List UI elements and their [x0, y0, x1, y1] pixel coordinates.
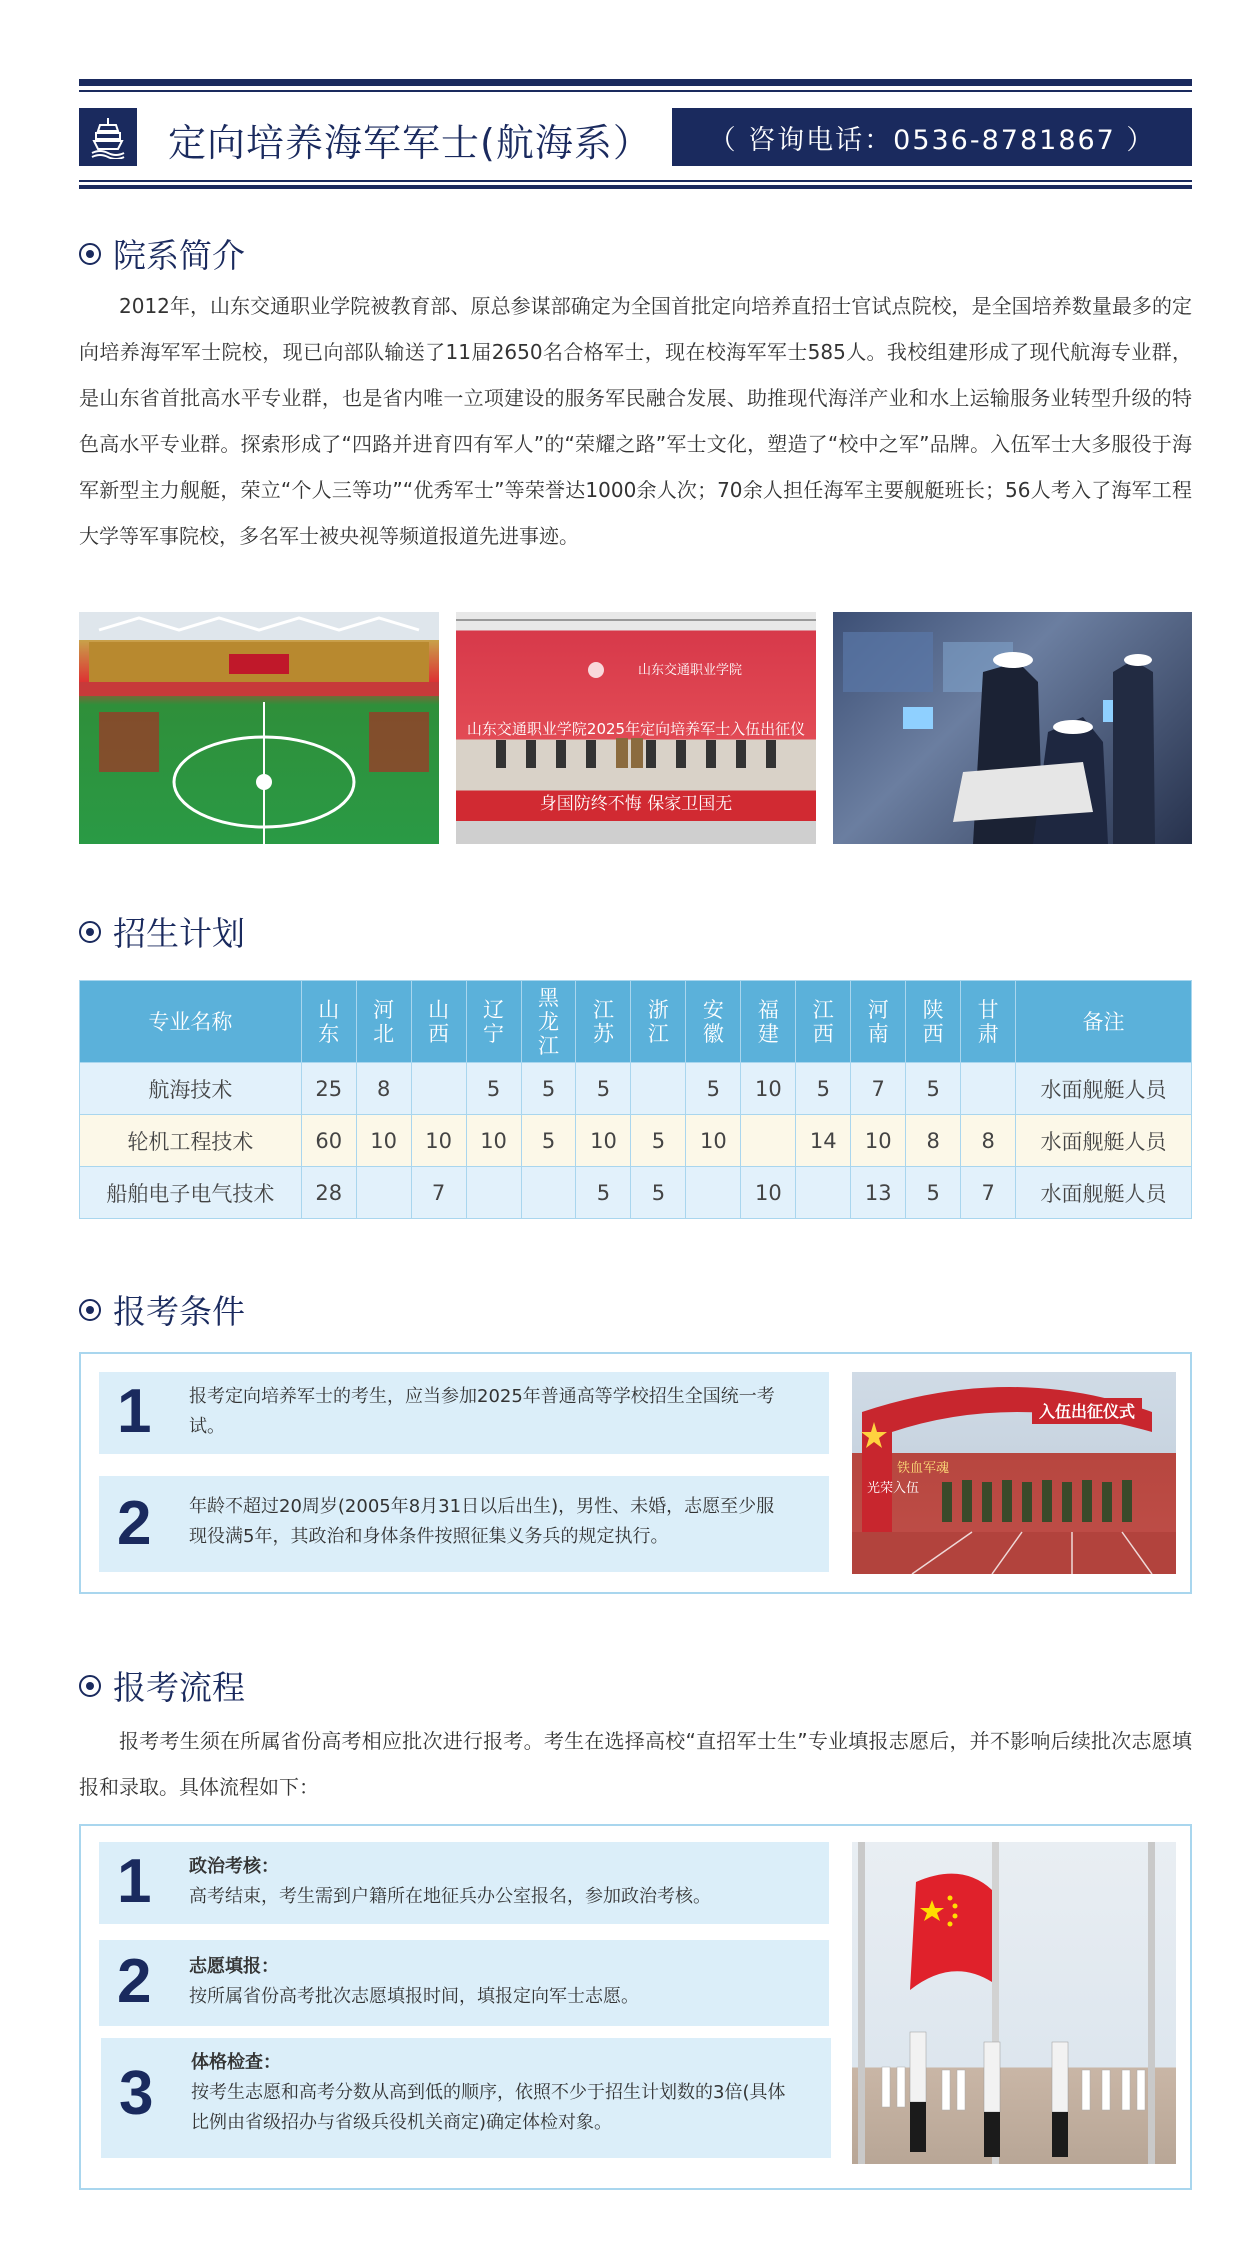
- table-header-row: [80, 981, 1192, 1063]
- intro-heading-text: 院系简介: [113, 236, 245, 275]
- header-rule-bottom: [79, 185, 1192, 189]
- section-bullet-icon: [79, 243, 101, 265]
- col-header: 甘肃: [961, 981, 1016, 1063]
- table-cell: 10: [356, 1115, 411, 1167]
- col-header: 江西: [796, 981, 851, 1063]
- enrollment-plan-table: [79, 980, 1192, 1219]
- table-row: [80, 1063, 1192, 1115]
- table-cell: 8: [356, 1063, 411, 1115]
- table-cell: 5: [521, 1063, 576, 1115]
- table-cell: 5: [686, 1063, 741, 1115]
- process-step-text: 高考结束，考生需到户籍所在地征兵办公室报名，参加政治考核。: [189, 1886, 711, 1907]
- table-cell: 水面舰艇人员: [1016, 1115, 1192, 1167]
- table-cell: 10: [466, 1115, 521, 1167]
- section-bullet-icon: [79, 1675, 101, 1697]
- table-cell: 60: [301, 1115, 356, 1167]
- photo-enlistment-arch: [852, 1372, 1176, 1574]
- table-cell: 5: [631, 1115, 686, 1167]
- process-heading: [79, 1662, 245, 1709]
- col-header: 河南: [851, 981, 906, 1063]
- col-header: 陕西: [906, 981, 961, 1063]
- table-cell: 5: [631, 1167, 686, 1219]
- arch-banner: 入伍出征仪式: [1038, 1402, 1136, 1421]
- table-cell: 10: [686, 1115, 741, 1167]
- photo-ceremony-stadium: [79, 612, 439, 844]
- table-cell: 7: [411, 1167, 466, 1219]
- condition-number: 2: [117, 1489, 152, 1558]
- condition-number: 1: [117, 1377, 152, 1446]
- table-cell: 7: [851, 1063, 906, 1115]
- col-header: 福建: [741, 981, 796, 1063]
- photo-flag-raising: [852, 1842, 1176, 2164]
- col-header: 江苏: [576, 981, 631, 1063]
- table-cell: 轮机工程技术: [80, 1115, 302, 1167]
- plan-heading: [79, 908, 245, 955]
- table-cell: 28: [301, 1167, 356, 1219]
- table-cell: 5: [906, 1167, 961, 1219]
- process-item: [99, 1940, 829, 2026]
- photo-ceremony-stage: [456, 612, 816, 844]
- consult-phone: （ 咨询电话：0536-8781867 ）: [672, 108, 1192, 166]
- conditions-heading-text: 报考条件: [113, 1292, 245, 1331]
- process-intro: 报考考生须在所属省份高考相应批次进行报考。考生在选择高校“直招军士生”专业填报志愿后，并不影响后续批次志愿填报和录取。具体流程如下：: [79, 1729, 1192, 1799]
- intro-paragraph: 2012年，山东交通职业学院被教育部、原总参谋部确定为全国首批定向培养直招士官试点院校，是全国培养数量最多的定向培养海军军士院校，现已向部队输送了11届2650名合格军士，现在校海军军士585人。我校组建形成了现代航海专业群，是山东省首批高水平专业群，也是省内唯一立项建设的服务军民融合发展、助推现代海洋产业和水上运输服务业转型升级的特色高水平专业群。探索形成了“四路并进育四有军人”的“荣耀之路”军士文化，塑造了“校中之军”品牌。入伍军士大多服役于海军新型主力舰艇，荣立“个人三等功”“优秀军士”等荣誉达1000余人次；70余人担任海军主要舰艇班长；56人考入了海军工程大学等军事院校，多名军士被央视等频道报道先进事迹。: [79, 294, 1192, 548]
- header-rule-top-thin: [79, 90, 1192, 92]
- col-header: 安徽: [686, 981, 741, 1063]
- arch-side-right: 铁血军魂: [897, 1461, 950, 1476]
- table-cell: [466, 1167, 521, 1219]
- school-logo-icon: [79, 108, 137, 166]
- condition-item: [99, 1372, 829, 1454]
- table-cell: 5: [576, 1063, 631, 1115]
- table-cell: [741, 1115, 796, 1167]
- table-cell: [411, 1063, 466, 1115]
- section-bullet-icon: [79, 921, 101, 943]
- table-cell: 10: [741, 1167, 796, 1219]
- table-cell: 5: [906, 1063, 961, 1115]
- col-header: 浙江: [631, 981, 686, 1063]
- table-cell: 5: [576, 1167, 631, 1219]
- col-header: 黑龙江: [521, 981, 576, 1063]
- conditions-box: [79, 1352, 1192, 1594]
- process-step-title: 政治考核：: [189, 1856, 279, 1877]
- col-header: 辽宁: [466, 981, 521, 1063]
- intro-heading: [79, 230, 245, 277]
- plan-heading-text: 招生计划: [113, 914, 245, 953]
- photo2-school-name: 山东交通职业学院: [638, 663, 743, 678]
- table-cell: [631, 1063, 686, 1115]
- table-cell: 25: [301, 1063, 356, 1115]
- table-row: [80, 1167, 1192, 1219]
- process-box: [79, 1824, 1192, 2190]
- table-cell: [796, 1167, 851, 1219]
- condition-item: [99, 1476, 829, 1572]
- col-header: 山西: [411, 981, 466, 1063]
- table-cell: 5: [796, 1063, 851, 1115]
- table-cell: 5: [521, 1115, 576, 1167]
- condition-text: 年龄不超过20周岁(2005年8月31日以后出生)，男性、未婚，志愿至少服现役满5年，其政治和身体条件按照征集义务兵的规定执行。: [189, 1496, 775, 1547]
- table-cell: [521, 1167, 576, 1219]
- table-cell: 水面舰艇人员: [1016, 1063, 1192, 1115]
- process-step-title: 体格检查：: [191, 2052, 281, 2073]
- process-step-text: 按所属省份高考批次志愿填报时间，填报定向军士志愿。: [189, 1986, 639, 2007]
- process-item: [101, 2038, 831, 2158]
- table-cell: 10: [741, 1063, 796, 1115]
- header-rule-bottom-thin: [79, 180, 1192, 182]
- conditions-heading: [79, 1286, 245, 1333]
- table-cell: 8: [961, 1115, 1016, 1167]
- col-header: 河北: [356, 981, 411, 1063]
- table-cell: [686, 1167, 741, 1219]
- process-item: [99, 1842, 829, 1924]
- section-bullet-icon: [79, 1299, 101, 1321]
- table-cell: 8: [906, 1115, 961, 1167]
- table-cell: 5: [466, 1063, 521, 1115]
- table-cell: 7: [961, 1167, 1016, 1219]
- condition-text: 报考定向培养军士的考生，应当参加2025年普通高等学校招生全国统一考试。: [189, 1386, 775, 1437]
- page-title: 定向培养海军军士(航海系）: [168, 121, 652, 165]
- table-cell: 13: [851, 1167, 906, 1219]
- col-header: 备注: [1016, 981, 1192, 1063]
- col-header: 山东: [301, 981, 356, 1063]
- table-cell: 水面舰艇人员: [1016, 1167, 1192, 1219]
- arch-side-left: 光荣入伍: [867, 1481, 920, 1496]
- table-cell: [961, 1063, 1016, 1115]
- table-cell: 10: [576, 1115, 631, 1167]
- table-cell: 船舶电子电气技术: [80, 1167, 302, 1219]
- process-number: 1: [117, 1847, 152, 1916]
- photo2-slogan: 身国防终不悔 保家卫国无: [539, 794, 733, 814]
- process-number: 2: [117, 1947, 152, 2016]
- process-number: 3: [119, 2059, 154, 2128]
- header-rule-top: [79, 79, 1192, 86]
- col-header: 专业名称: [80, 981, 302, 1063]
- photo-sailors-bridge: [833, 612, 1192, 844]
- table-cell: 航海技术: [80, 1063, 302, 1115]
- table-cell: [356, 1167, 411, 1219]
- table-cell: 10: [411, 1115, 466, 1167]
- photo2-banner: 山东交通职业学院2025年定向培养军士入伍出征仪: [466, 720, 806, 738]
- table-cell: 14: [796, 1115, 851, 1167]
- table-row: [80, 1115, 1192, 1167]
- process-heading-text: 报考流程: [113, 1668, 245, 1707]
- table-cell: 10: [851, 1115, 906, 1167]
- process-step-title: 志愿填报：: [189, 1956, 279, 1977]
- process-step-text: 按考生志愿和高考分数从高到低的顺序，依照不少于招生计划数的3倍(具体比例由省级招办与省级兵役机关商定)确定体检对象。: [191, 2082, 786, 2133]
